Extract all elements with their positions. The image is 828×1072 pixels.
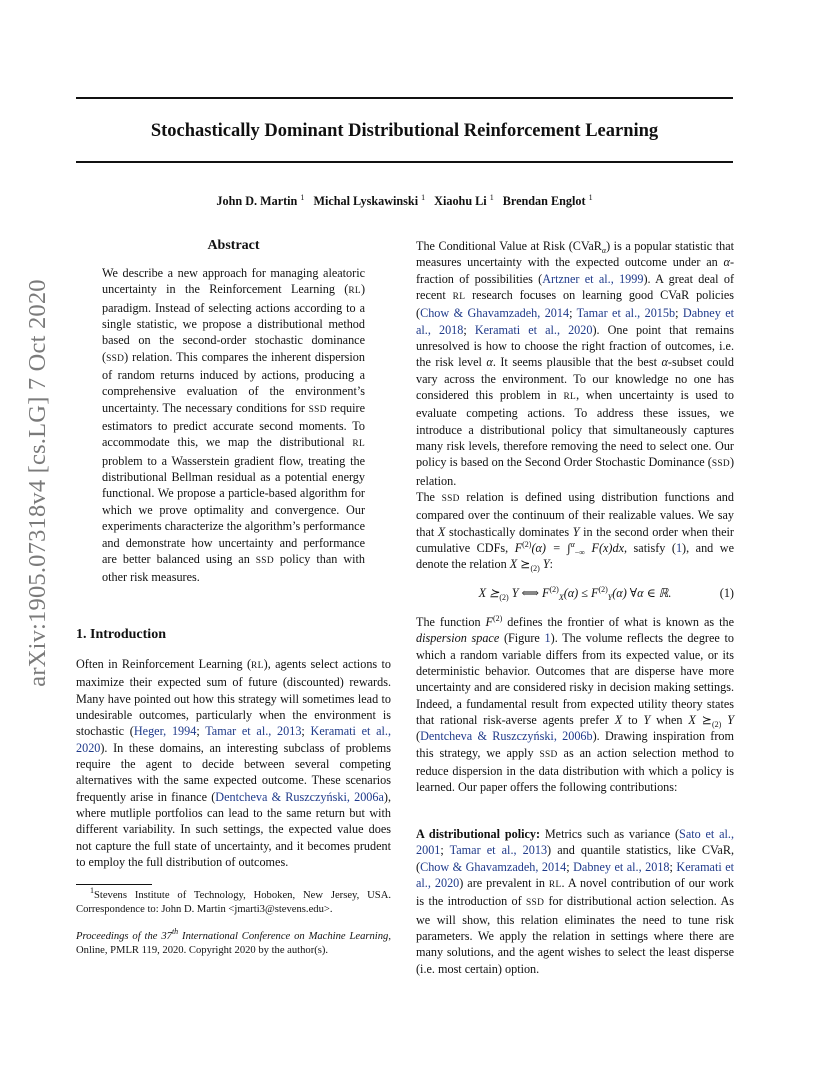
citation-link[interactable]: Keramati et al., 2020 — [76, 724, 392, 755]
author-name: John D. Martin — [216, 194, 298, 209]
citation-link[interactable]: Chow & Ghavamzadeh, 2014 — [420, 859, 567, 874]
proceedings-footnote: Proceedings of the 37th International Conference on Machine Learning, Online, PMLR 119, 2020. Copyright 2020 by the author(s). — [76, 927, 391, 957]
footnote-rule — [76, 884, 152, 885]
title-bottom-rule — [76, 161, 733, 163]
citation-link[interactable]: Heger, 1994 — [133, 724, 197, 739]
citation-link[interactable]: Chow & Ghavamzadeh, 2014 — [420, 306, 570, 321]
author-2 — [313, 194, 425, 208]
citation-link[interactable]: Tamar et al., 2015b — [576, 306, 676, 321]
affiliation-mark: 1 — [300, 193, 305, 202]
citation-link[interactable]: Dabney et al., 2018 — [573, 859, 670, 874]
author-name: Brendan Englot — [502, 194, 586, 209]
paper-title: Stochastically Dominant Distributional Reinforcement Learning — [150, 121, 659, 141]
author-name: Xiaohu Li — [434, 194, 487, 209]
affiliation-mark: 1 — [421, 193, 426, 202]
author-name: Michal Lyskawinski — [313, 194, 419, 209]
citation-link[interactable]: Dabney et al., 2018 — [416, 306, 735, 337]
affiliation-mark: 1 — [588, 193, 593, 202]
citation-link[interactable]: Dentcheva & Ruszczyński, 2006b — [420, 729, 593, 744]
section-heading-introduction: 1. Introduction — [76, 627, 166, 642]
author-list — [76, 190, 733, 209]
equation-number: (1) — [719, 586, 734, 600]
intro-paragraph: Often in Reinforcement Learning (RL), agents select actions to maximize their expected sum of future (discounted) rewards. Many have pointed out how this strategy will sometimes lead to undesirable outcomes, particularly when the environment is stochastic (Heger, 1994; Tamar et al., 2013; Keramati et al., 2020). In these domains, an interesting subclass of problems require the agent to decide between several competing alternatives with the same expected outcome. These scenarios frequently arise in finance (Dentcheva & Ruszczyński, 2006a), where mutliple portfolios can lead to the same return but with different variability. In such settings, the expected value does not capture the full state of uncertainty, and it becomes prudent to employ the full distribution of outcomes. — [76, 657, 392, 870]
citation-link[interactable]: Dentcheva & Ruszczyński, 2006a — [215, 789, 384, 804]
cvar-paragraph: The Conditional Value at Risk (CVaR$_\alpha$) is a popular statistic that measures uncertainty with the expected outcome under an α-fraction of possibilities (Artzner et al., 1999). A great deal of recent RL research focuses on learning good CVaR policies (Chow & Ghavamzadeh, 2014; Tamar et al., 2015b; Dabney et al., 2018; Keramati et al., 2020). One point that remains unresolved is how to choose the right fraction of outcomes, i.e. the risk level α. It seems plausible that the best α-subset could vary across the environment. To our knowledge no one has considered this problem in RL, when uncertainty is used to evaluate competing actions. To address these issues, we introduce a distributional policy that simultaneously captures many risk levels, therefore removing the need to select one. Our policy is based on the Second Order Stochastic Dominance (SSD) relation. — [416, 239, 735, 488]
affiliation-footnote: $^1$Stevens Institute of Technology, Hoboken, New Jersey, USA. Correspondence to: John D. Martin <jmarti3@stevens.edu>. — [76, 886, 391, 916]
dispersion-paragraph: The function $F^{(2)}$ defines the frontier of what is known as the dispersion space (Figure 1). The volume reflects the degree to which a random variable differs from its expected value, or its deterministic behavior. Outcomes that are disperse have more uncertainty and are considered risky in decision making settings. Indeed, a fundamental result from expected utility theory states that rational risk-averse agents prefer X to Y when X $⪰_{(2)}$ Y (Dentcheva & Ruszczyński, 2006b). Drawing inspiration from this strategy, we apply SSD as an action selection method to reduce dispersion in the data distribution with which a policy is learned. Our paper offers the following contributions: — [416, 614, 735, 795]
citation-link[interactable]: Tamar et al., 2013 — [449, 843, 548, 858]
citation-link[interactable]: Sato et al., 2001 — [416, 827, 734, 858]
figure-ref-link[interactable]: 1 — [544, 631, 551, 646]
abstract-heading: Abstract — [207, 238, 260, 253]
affiliation-mark: 1 — [489, 193, 494, 202]
citation-link[interactable]: Keramati et al., 2020 — [474, 322, 593, 337]
equation-1 — [416, 584, 734, 602]
citation-link[interactable]: Tamar et al., 2013 — [205, 724, 302, 739]
citation-link[interactable]: Keramati et al., 2020 — [416, 859, 735, 891]
equation-ref-link[interactable]: 1 — [675, 541, 683, 556]
ssd-definition-paragraph: The SSD relation is defined using distribution functions and compared over the continuum of their realizable values. We say that X stochastically dominates Y in the second order when their cumulative CDFs, $F^{(2)}(\alpha) = \int^\alpha_{-\infty}$ F(x)dx, satisfy (1), and we denote the relation X $⪰_{(2)}$ Y: — [416, 490, 734, 574]
arxiv-side-label: arXiv:1905.07318v4 [cs.LG] 7 Oct 2020 — [24, 279, 51, 687]
author-3 — [434, 194, 494, 208]
equation-body: X $⪰_{(2)}$ Y ⟺ $F^{(2)}_X(\alpha) \le F^{(2)}_Y(\alpha)$ ∀α ∈ ℝ. — [478, 585, 672, 602]
citation-link[interactable]: Artzner et al., 1999 — [542, 271, 644, 286]
author-4 — [503, 194, 593, 208]
top-rule — [76, 97, 733, 99]
abstract-text: We describe a new approach for managing aleatoric uncertainty in the Reinforcement Learning (RL) paradigm. Instead of selecting actions according to a single statistic, we propose a distributional method based on the second-order stochastic dominance (SSD) relation. This compares the inherent dispersion of random returns induced by actions, producing a comprehensive evaluation of the environment’s uncertainty. The necessary conditions for SSD require estimators to predict accurate second moments. To accommodate this, we map the distributional RL problem to a Wasserstein gradient flow, treating the distributional Bellman residual as a potential energy functional. We propose a particle-based algorithm for which we prove optimality and convergence. Our experiments characterize the algorithm’s performance and demonstrate how uncertainty and performance are better balanced using an SSD policy than with other risk measures. — [102, 266, 365, 585]
contribution-paragraph: A distributional policy: Metrics such as variance (Sato et al., 2001; Tamar et al., 2013) and quantile statistics, like CVaR, (Chow & Ghavamzadeh, 2014; Dabney et al., 2018; Keramati et al., 2020) are prevalent in RL. A novel contribution of our work is the introduction of SSD for distributional action selection. As we will show, this relation eliminates the need to tune risk parameters. We apply the relation in settings where there are many solutions, and the agent wishes to select the least disperse (i.e. most certain) option. — [416, 827, 735, 976]
author-1 — [216, 194, 304, 208]
